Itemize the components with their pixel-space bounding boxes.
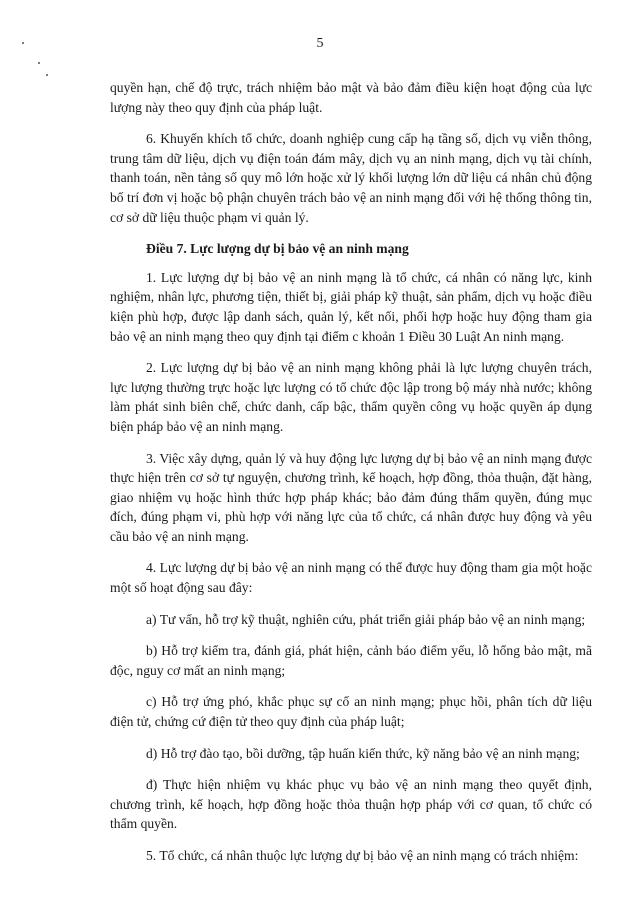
article-7-heading: Điều 7. Lực lượng dự bị bảo vệ an ninh mạng bbox=[146, 241, 409, 257]
paragraph-point-dd: đ) Thực hiện nhiệm vụ khác phục vụ bảo vệ an ninh mạng theo quyết định, chương trình, kế hoạch, hợp đồng hoặc thỏa thuận hợp pháp với cơ quan, tổ chức có thẩm quyền. bbox=[110, 777, 592, 832]
paragraph-point-a: a) Tư vấn, hỗ trợ kỹ thuật, nghiên cứu, phát triển giải pháp bảo vệ an ninh mạng; bbox=[146, 611, 586, 627]
scan-speck bbox=[38, 62, 40, 64]
paragraph-clause-3: 3. Việc xây dựng, quản lý và huy động lực lượng dự bị bảo vệ an ninh mạng được thực hiện trên cơ sở tự nguyện, chương trình, kế hoạch, hợp đồng, thỏa thuận, đặt hàng, giao nhiệm vụ hoặc hình thức hợp pháp khác; bảo đảm đúng thẩm quyền, đúng mục đích, đúng phạm vi, phù hợp với năng lực của tổ chức, cá nhân được huy động và yêu cầu bảo vệ an ninh mạng. bbox=[110, 450, 592, 544]
paragraph-point-b: b) Hỗ trợ kiểm tra, đánh giá, phát hiện, cảnh báo điểm yếu, lỗ hổng bảo mật, mã độc, nguy cơ mất an ninh mạng; bbox=[110, 643, 592, 678]
paragraph-point-d: d) Hỗ trợ đào tạo, bồi dưỡng, tập huấn kiến thức, kỹ năng bảo vệ an ninh mạng; bbox=[146, 745, 580, 761]
paragraph-clause-6: 6. Khuyến khích tổ chức, doanh nghiệp cung cấp hạ tầng số, dịch vụ viễn thông, trung tâm dữ liệu, dịch vụ điện toán đám mây, dịch vụ an ninh mạng, dịch vụ tài chính, thanh toán, nền tảng số quy mô lớn hoặc xử lý khối lượng lớn dữ liệu cá nhân chủ động bố trí đơn vị hoặc bộ phận chuyên trách bảo vệ an ninh mạng đối với hệ thống thông tin, cơ sở dữ liệu thuộc phạm vi quản lý. bbox=[110, 131, 592, 225]
paragraph-point-c: c) Hỗ trợ ứng phó, khắc phục sự cố an ninh mạng; phục hồi, phân tích dữ liệu điện tử, chứng cứ điện tử theo quy định của pháp luật; bbox=[110, 694, 592, 730]
paragraph-clause-2: 2. Lực lượng dự bị bảo vệ an ninh mạng không phải là lực lượng chuyên trách, lực lượng thường trực hoặc lực lượng có tổ chức độc lập trong bộ máy nhà nước; không làm phát sinh biên chế, chức danh, cấp bậc, thẩm quyền công vụ hoặc quyền áp dụng biện pháp bảo vệ an ninh mạng. bbox=[110, 360, 592, 434]
paragraph-clause-4: 4. Lực lượng dự bị bảo vệ an ninh mạng có thể được huy động tham gia một hoặc một số hoạt động sau đây: bbox=[110, 560, 592, 596]
scan-speck bbox=[46, 74, 48, 76]
document-body bbox=[110, 78, 592, 866]
paragraph-clause-5: 5. Tổ chức, cá nhân thuộc lực lượng dự bị bảo vệ an ninh mạng có trách nhiệm: bbox=[146, 848, 579, 863]
paragraph-clause-1: 1. Lực lượng dự bị bảo vệ an ninh mạng là tổ chức, cá nhân có năng lực, kinh nghiệm, nhân lực, phương tiện, thiết bị, giải pháp kỹ thuật, sản phẩm, dịch vụ hoặc điều kiện phù hợp, được lập danh sách, quản lý, kết nối, phối hợp hoặc huy động tham gia bảo vệ an ninh mạng theo quy định tại điểm c khoản 1 Điều 30 Luật An ninh mạng. bbox=[110, 269, 592, 344]
paragraph-continuation: quyền hạn, chế độ trực, trách nhiệm bảo mật và bảo đảm điều kiện hoạt động của lực lượng này theo quy định của pháp luật. bbox=[110, 80, 592, 115]
page-number: 5 bbox=[316, 36, 324, 51]
